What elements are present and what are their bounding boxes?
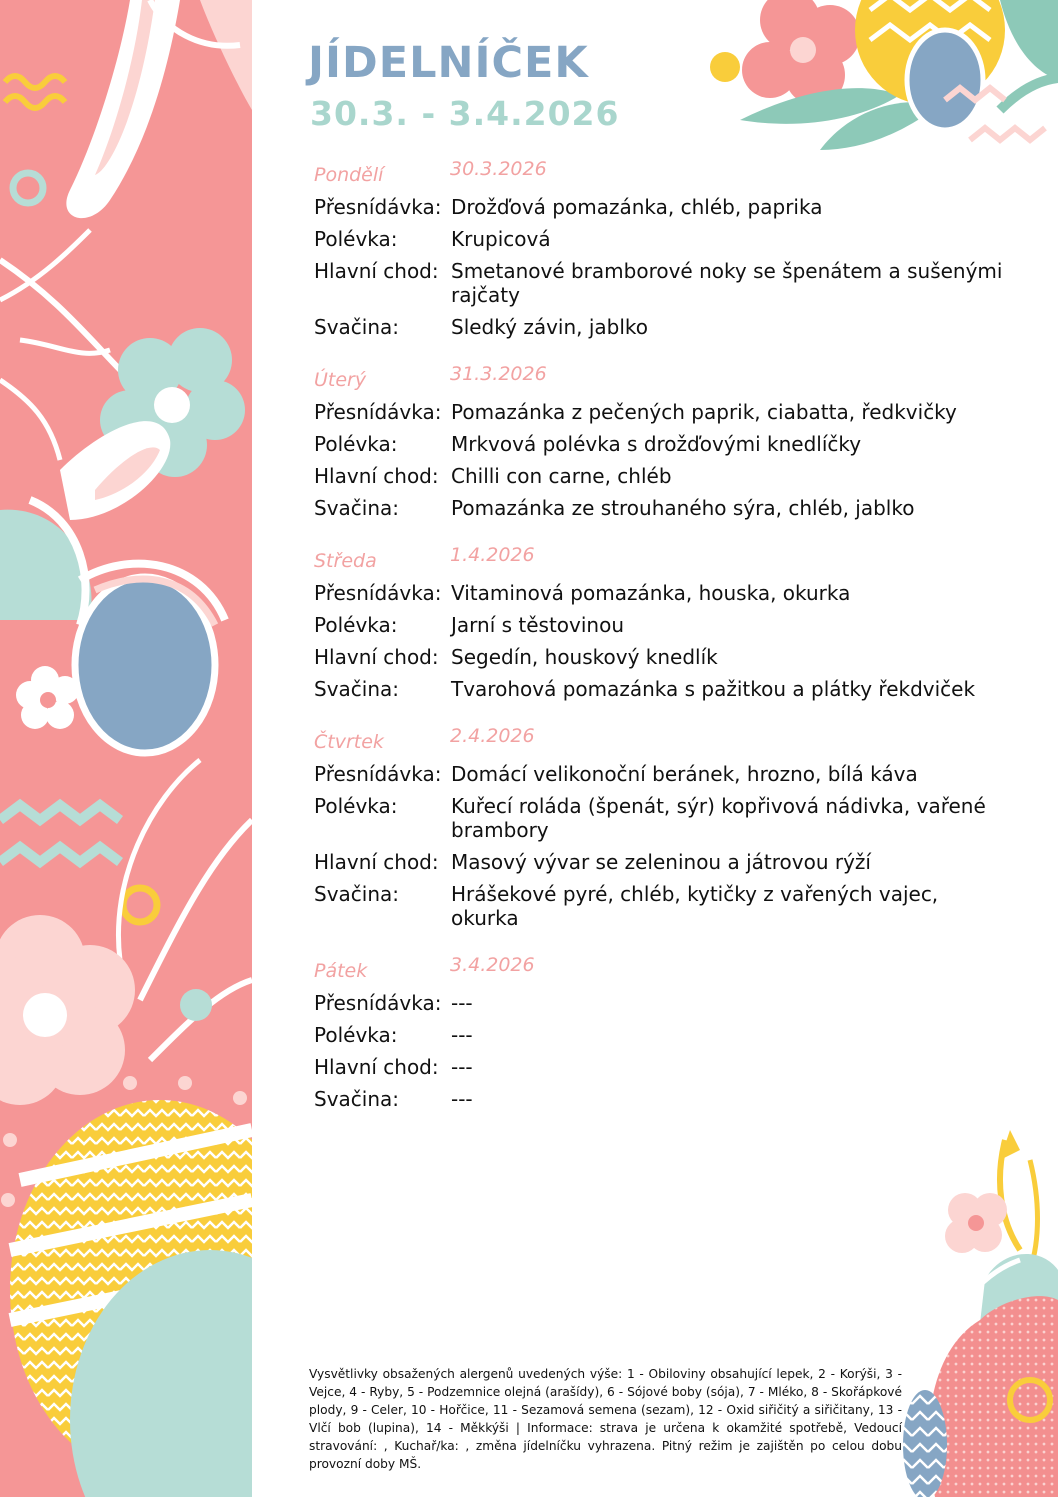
meal-value: Segedín, houskový knedlík [451,645,718,669]
meal-row [314,315,1014,339]
meal-label: Polévka: [314,613,398,637]
meal-label: Hlavní chod: [314,850,439,874]
meal-label: Přesnídávka: [314,762,442,786]
page-title: JÍDELNÍČEK [308,38,589,88]
meal-label: Svačina: [314,496,400,520]
meal-value: Masový vývar se zeleninou a játrovou rýží [451,850,871,874]
meal-row [314,195,1014,219]
meal-value: --- [451,1023,473,1047]
top-right-decoration [710,0,1058,150]
date-range: 30.3. - 3.4.2026 [310,94,620,133]
meal-label: Svačina: [314,677,400,701]
meal-row [314,259,1014,307]
meal-value: Krupicová [451,227,551,251]
day-name: Úterý [314,369,367,391]
day-header [314,953,1014,989]
meal-value: Chilli con carne, chléb [451,464,672,488]
meal-value: Domácí velikonoční beránek, hrozno, bílá káva [451,762,918,786]
meal-label: Polévka: [314,1023,398,1047]
meal-value: Kuřecí roláda (špenát, sýr) kopřivová nádivka, vařené brambory [451,794,986,842]
meal-row [314,581,1014,605]
meal-row [314,850,1014,874]
meal-label: Přesnídávka: [314,400,442,424]
meal-value: Smetanové bramborové noky se špenátem a sušenými rajčaty [451,259,1003,307]
day-name: Čtvrtek [314,731,384,753]
meal-row [314,400,1014,424]
meal-label: Polévka: [314,432,398,456]
day-header [314,724,1014,760]
meal-value: Tvarohová pomazánka s pažitkou a plátky řekdviček [451,677,976,701]
meal-label: Polévka: [314,794,398,818]
meal-row [314,677,1014,701]
meal-value: Pomazánka ze strouhaného sýra, chléb, jablko [451,496,915,520]
day-name: Pondělí [314,164,384,186]
meal-label: Přesnídávka: [314,581,442,605]
meal-row [314,227,1014,251]
bottom-right-decoration [903,1130,1058,1497]
day-date: 30.3.2026 [450,158,547,180]
meal-value: Vitaminová pomazánka, houska, okurka [451,581,851,605]
meal-row [314,496,1014,520]
allergen-footnote: Vysvětlivky obsažených alergenů uvedených výše: 1 - Obiloviny obsahující lepek, 2 - Korýši, 3 - Vejce, 4 - Ryby, 5 - Podzemnice olejná (arašídy), 6 - Sójové boby (sója), 7 - Mléko, 8 - Skořápkové plody, 9 - Celer, 10 - Hořčice, 11 - Sezamová semena (sezam), 12 - Oxid siřičitý a siřičitany, 13 - Vlčí bob (lupina), 14 - Měkkýši | Informace: strava je určena k okamžité spotřebě, Vedoucí stravování: , Kuchař/ka: , změna jídelníčku vyhrazena. Pitný režim je zajištěn po celou dobu provozní doby MŠ. [309,1367,902,1471]
day-header [314,362,1014,398]
menu-days [314,157,1014,1134]
meal-row [314,464,1014,488]
meal-value: --- [451,991,473,1015]
meal-label: Hlavní chod: [314,1055,439,1079]
day-header [314,157,1014,193]
meal-label: Hlavní chod: [314,259,439,283]
day-monday [314,157,1014,339]
day-tuesday [314,362,1014,520]
meal-row [314,613,1014,637]
day-wednesday [314,543,1014,701]
meal-row [314,645,1014,669]
day-thursday [314,724,1014,930]
meal-label: Svačina: [314,882,400,906]
meal-row [314,991,1014,1015]
meal-row [314,432,1014,456]
meal-row [314,1087,1014,1111]
day-friday [314,953,1014,1111]
meal-label: Svačina: [314,1087,400,1111]
meal-value: Hrášekové pyré, chléb, kytičky z vařených vajec, okurka [451,882,939,930]
day-name: Středa [314,550,377,572]
meal-value: --- [451,1087,473,1111]
meal-label: Polévka: [314,227,398,251]
meal-label: Přesnídávka: [314,195,442,219]
meal-row [314,1023,1014,1047]
meal-label: Svačina: [314,315,400,339]
meal-label: Hlavní chod: [314,645,439,669]
meal-label: Přesnídávka: [314,991,442,1015]
day-header [314,543,1014,579]
meal-value: Mrkvová polévka s drožďovými knedlíčky [451,432,862,456]
day-date: 31.3.2026 [450,363,547,385]
meal-row [314,794,1014,842]
meal-value: Pomazánka z pečených paprik, ciabatta, ředkvičky [451,400,957,424]
meal-row [314,762,1014,786]
meal-row [314,882,1014,930]
meal-value: Jarní s těstovinou [451,613,625,637]
day-date: 3.4.2026 [450,954,535,976]
meal-label: Hlavní chod: [314,464,439,488]
day-date: 1.4.2026 [450,544,535,566]
left-panel [0,0,350,1497]
day-date: 2.4.2026 [450,725,535,747]
meal-value: --- [451,1055,473,1079]
meal-value: Sledký závin, jablko [451,315,649,339]
meal-value: Drožďová pomazánka, chléb, paprika [451,195,823,219]
meal-row [314,1055,1014,1079]
day-name: Pátek [314,960,368,982]
